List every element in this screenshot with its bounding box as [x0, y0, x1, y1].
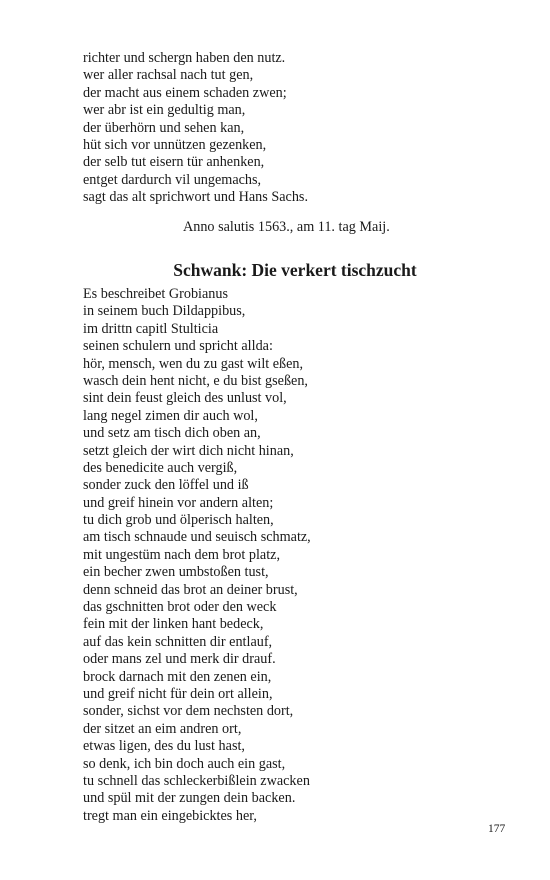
verse-line: sonder, sichst vor dem nechsten dort, — [83, 703, 294, 720]
date-line: Anno salutis 1563., am 11. tag Maij. — [183, 219, 390, 235]
verse-line: und spül mit der zungen dein backen. — [83, 790, 296, 807]
verse-line: Es beschreibet Grobianus — [83, 286, 228, 302]
verse-line: denn schneid das brot an deiner brust, — [83, 581, 298, 598]
verse-line: wasch dein hent nicht, e du bist gseßen, — [83, 372, 308, 389]
verse-line: sagt das alt sprichwort und Hans Sachs. — [83, 189, 308, 206]
verse-line: brock darnach mit den zenen ein, — [83, 668, 272, 685]
verse-line: tu schnell das schleckerbißlein zwacken — [83, 772, 310, 789]
verse-line: setzt gleich der wirt dich nicht hinan, — [83, 442, 294, 459]
verse-line: und setz am tisch dich oben an, — [83, 425, 261, 442]
verse-line: auf das kein schnitten dir entlauf, — [83, 633, 273, 650]
verse-line: der überhörn und sehen kan, — [83, 119, 245, 136]
verse-line: sint dein feust gleich des unlust vol, — [83, 390, 287, 407]
verse-line: lang negel zimen dir auch wol, — [83, 407, 258, 424]
verse-line: am tisch schnaude und seuisch schmatz, — [83, 529, 311, 546]
verse-line: hör, mensch, wen du zu gast wilt eßen, — [83, 355, 304, 372]
verse-line: fein mit der linken hant bedeck, — [83, 616, 264, 633]
verse-line: sonder zuck den löffel und iß — [83, 477, 249, 494]
verse-line: seinen schulern und spricht allda: — [83, 338, 273, 355]
verse-line: der selb tut eisern tür anhenken, — [83, 154, 265, 171]
verse-line: ein becher zwen umbstoßen tust, — [83, 564, 269, 581]
verse-line: im drittn capitl Stulticia — [83, 320, 219, 337]
verse-line: und greif nicht für dein ort allein, — [83, 685, 273, 702]
verse-line: so denk, ich bin doch auch ein gast, — [83, 755, 286, 772]
page-number: 177 — [488, 823, 506, 835]
verse-line: tregt man ein eingebicktes her, — [83, 807, 257, 824]
verse-line: hüt sich vor unnützen gezenken, — [83, 136, 267, 153]
poem-body-verse — [83, 286, 311, 825]
poem-ending-verse — [83, 50, 308, 207]
verse-line: oder mans zel und merk dir drauf. — [83, 651, 276, 668]
poem-title-text: Schwank: Die verkert tischzucht — [173, 260, 417, 280]
verse-line: das gschnitten brot oder den weck — [83, 599, 277, 616]
verse-line: wer abr ist ein gedultig man, — [83, 102, 246, 119]
poem-title — [0, 259, 550, 281]
verse-line: entget dardurch vil ungemachs, — [83, 171, 262, 188]
verse-line: etwas ligen, des du lust hast, — [83, 738, 245, 755]
verse-line: der sitzet an eim andren ort, — [83, 720, 242, 737]
verse-line: richter und schergn haben den nutz. — [83, 50, 286, 66]
verse-line: und greif hinein vor andern alten; — [83, 494, 274, 511]
verse-line: des benedicite auch vergiß, — [83, 459, 238, 476]
verse-line: wer aller rachsal nach tut gen, — [83, 67, 254, 84]
verse-line: der macht aus einem schaden zwen; — [83, 84, 287, 101]
verse-line: tu dich grob und ölperisch halten, — [83, 512, 274, 529]
verse-line: mit ungestüm nach dem brot platz, — [83, 546, 281, 563]
verse-line: in seinem buch Dildappibus, — [83, 303, 246, 320]
